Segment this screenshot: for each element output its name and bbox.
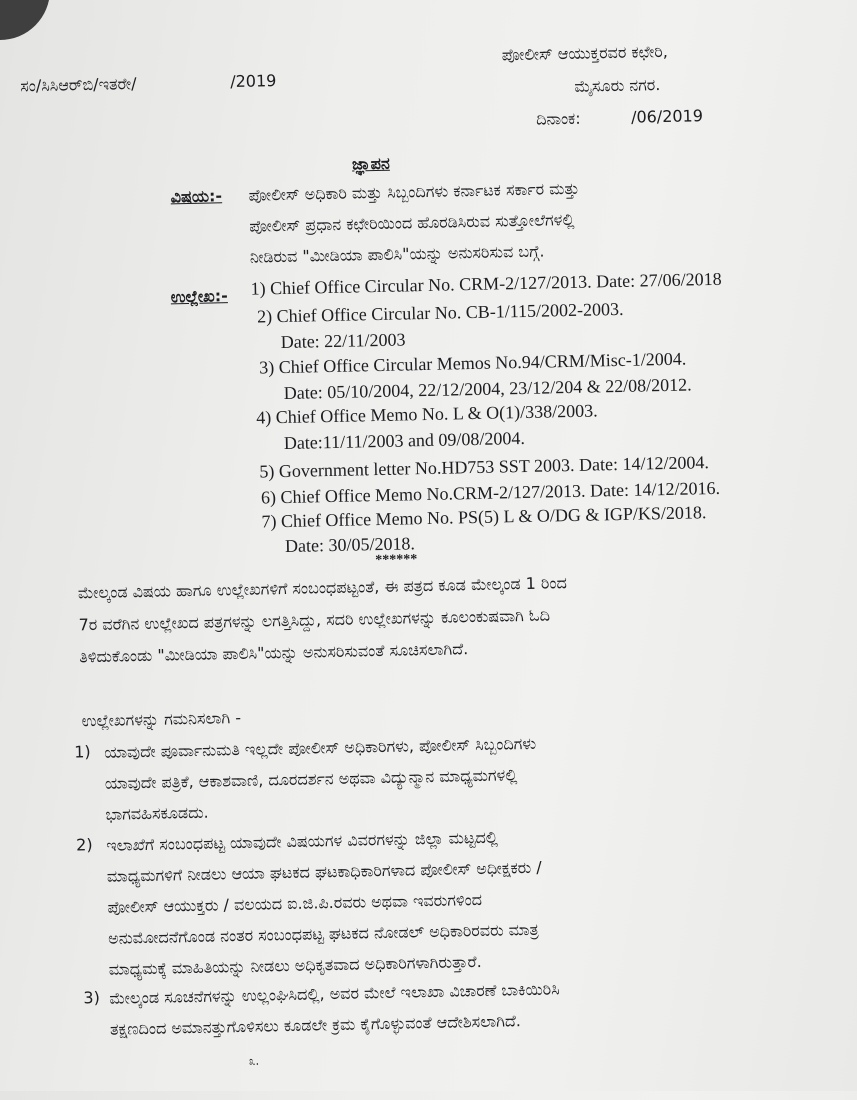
point-line: ತಕ್ಷಣದಿಂದ ಅಮಾನತ್ತುಗೊಳಿಸಲು ಕೂಡಲೇ ಕ್ರಮ ಕೈಗೊಳ್ಳುವಂತೆ ಆದೇಶಿಸಲಾಗಿದೆ. (109, 1011, 522, 1039)
intro-paragraph (78, 563, 760, 673)
subject-label: ವಿಷಯ:- (170, 186, 223, 207)
reference-year: /2019 (230, 71, 277, 92)
office-city: ಮೈಸೂರು ನಗರ. (574, 75, 661, 96)
subject-text (248, 173, 581, 273)
point-text (104, 728, 538, 830)
reference-date: Date: 22/11/2003 (280, 329, 406, 353)
notes-heading: ಉಲ್ಲೇಖಗಳನ್ನು ಗಮನಿಸಲಾಗಿ - (81, 707, 242, 731)
reference-date: Date:11/11/2003 and 09/08/2004. (283, 427, 526, 454)
reference-item: 4) Chief Office Memo No. L & O(1)/338/2003. (256, 400, 598, 428)
reference-date: Date: 05/10/2004, 22/12/2004, 23/12/204 & 22/08/2012. (283, 374, 692, 403)
reference-item: 5) Government letter No.HD753 SST 2003. Date: 14/12/2004. (259, 452, 710, 482)
point-line: ಅನುಮೋದನೆಗೊಂಡ ನಂತರ ಸಂಬಂಧಪಟ್ಟ ಘಟಕದ ನೋಡಲ್ ಅಧಿಕಾರಿರವರು ಮಾತ್ರ (107, 919, 539, 948)
reference-date: Date: 30/05/2018. (284, 533, 416, 557)
page-title: ಜ್ಞಾಪನ (351, 153, 390, 174)
point-text (106, 821, 544, 985)
page-mark: ೩. (248, 1053, 260, 1068)
point-number: 1) (74, 742, 91, 762)
point-line: ಭಾಗವಹಿಸಕೂಡದು. (105, 802, 209, 824)
intro-line: ತಿಳಿದುಕೊಂಡು "ಮೀಡಿಯಾ ಪಾಲಿಸಿ"ಯನ್ನು ಅನುಸರಿಸುವಂತೆ ಸೂಚಿಸಲಾಗಿದೆ. (79, 639, 469, 667)
intro-line: ಮೇಲ್ಕಂಡ ವಿಷಯ ಹಾಗೂ ಉಲ್ಲೇಖಗಳಿಗೆ ಸಂಬಂಧಪಟ್ಟಂತೆ, ಈ ಪತ್ರದ ಕೂಡ ಮೇಲ್ಕಂಡ 1 ರಿಂದ (77, 573, 568, 603)
reference-item: 7) Chief Office Memo No. PS(5) L & O/DG & IGP/KS/2018. (261, 502, 707, 532)
date-value: /06/2019 (630, 106, 704, 127)
reference-item: 6) Chief Office Memo No.CRM-2/127/2013. Date: 14/12/2016. (260, 477, 721, 508)
subject-line: ನೀಡಿರುವ "ಮೀಡಿಯಾ ಪಾಲಿಸಿ"ಯನ್ನು ಅನುಸರಿಸುವ ಬಗ್ಗೆ. (249, 241, 545, 267)
references-label: ಉಲ್ಲೇಖ:- (170, 286, 228, 307)
point-line: ಯಾವುದೇ ಪೂರ್ವಾನುಮತಿ ಇಲ್ಲದೇ ಪೋಲೀಸ್ ಅಧಿಕಾರಿಗಳು, ಪೋಲೀಸ್ ಸಿಬ್ಬಂದಿಗಳು (104, 733, 537, 762)
subject-line: ಪೋಲೀಸ್ ಪ್ರಧಾನ ಕಛೇರಿಯಿಂದ ಹೊರಡಿಸಿರುವ ಸುತ್ತೋಲೆಗಳಲ್ಲಿ (249, 209, 575, 236)
point-line: ಮಾಧ್ಯಮಕ್ಕೆ ಮಾಹಿತಿಯನ್ನು ನೀಡಲು ಅಧಿಕೃತವಾದ ಅಧಿಕಾರಿಗಳಾಗಿರುತ್ತಾರೆ. (108, 951, 482, 979)
office-name: ಪೋಲೀಸ್ ಆಯುಕ್ತರವರ ಕಛೇರಿ, (501, 41, 669, 65)
point-text (109, 973, 560, 1044)
intro-line: 7ರ ವರೆಗಿನ ಉಲ್ಲೇಖದ ಪತ್ರಗಳನ್ನು ಲಗತ್ತಿಸಿದ್ದು, ಸದರಿ ಉಲ್ಲೇಖಗಳನ್ನು ಕೂಲಂಕುಷವಾಗಿ ಓದಿ (78, 605, 551, 635)
reference-number: ಸಂ/ಸಿಸಿಆರ್‌ಬಿ/ಇತರೇ/ (20, 74, 137, 96)
point-line: ಇಲಾಖೆಗೆ ಸಂಬಂಧಪಟ್ಟ ಯಾವುದೇ ವಿಷಯಗಳ ವಿವರಗಳನ್ನು ಜಿಲ್ಲಾ ಮಟ್ಟದಲ್ಲಿ (106, 827, 499, 855)
reference-item: 2) Chief Office Circular No. CB-1/115/2002-2003. (256, 298, 624, 327)
date-label: ದಿನಾಂಕ: (535, 108, 581, 129)
subject-line: ಪೋಲೀಸ್ ಅಧಿಕಾರಿ ಮತ್ತು ಸಿಬ್ಬಂದಿಗಳು ಕರ್ನಾಟಕ ಸರ್ಕಾರ ಮತ್ತು (248, 178, 580, 205)
point-line: ಪೋಲೀಸ್ ಆಯುಕ್ತರು / ವಲಯದ ಐ.ಜಿ.ಪಿ.ರವರು ಅಥವಾ ಇವರುಗಳಿಂದ (107, 889, 483, 917)
separator: ****** (375, 552, 418, 569)
reference-item: 3) Chief Office Circular Memos No.94/CRM/Misc-1/2004. (259, 348, 687, 378)
point-line: ಮೇಲ್ಕಂಡ ಸೂಚನೆಗಳನ್ನು ಉಲ್ಲಂಘಿಸಿದಲ್ಲಿ, ಅವರ ಮೇಲೆ ಇಲಾಖಾ ವಿಚಾರಣೆ ಬಾಕಿಯಿರಿಸಿ (109, 979, 560, 1008)
point-line: ಯಾವುದೇ ಪತ್ರಿಕೆ, ಆಕಾಶವಾಣಿ, ದೂರದರ್ಶನ ಅಥವಾ ವಿದ್ಯುನ್ಮಾನ ಮಾಧ್ಯಮಗಳಲ್ಲಿ (104, 765, 518, 793)
point-number: 3) (83, 987, 101, 1008)
point-line: ಮಾಧ್ಯಮಗಳಿಗೆ ನೀಡಲು ಆಯಾ ಘಟಕದ ಘಟಕಾಧಿಕಾರಿಗಳಾದ ಪೋಲೀಸ್ ಅಧೀಕ್ಷಕರು / (106, 857, 542, 886)
point-number: 2) (75, 835, 93, 855)
reference-item: 1) Chief Office Circular No. CRM-2/127/2013. Date: 27/06/2018 (250, 268, 722, 299)
